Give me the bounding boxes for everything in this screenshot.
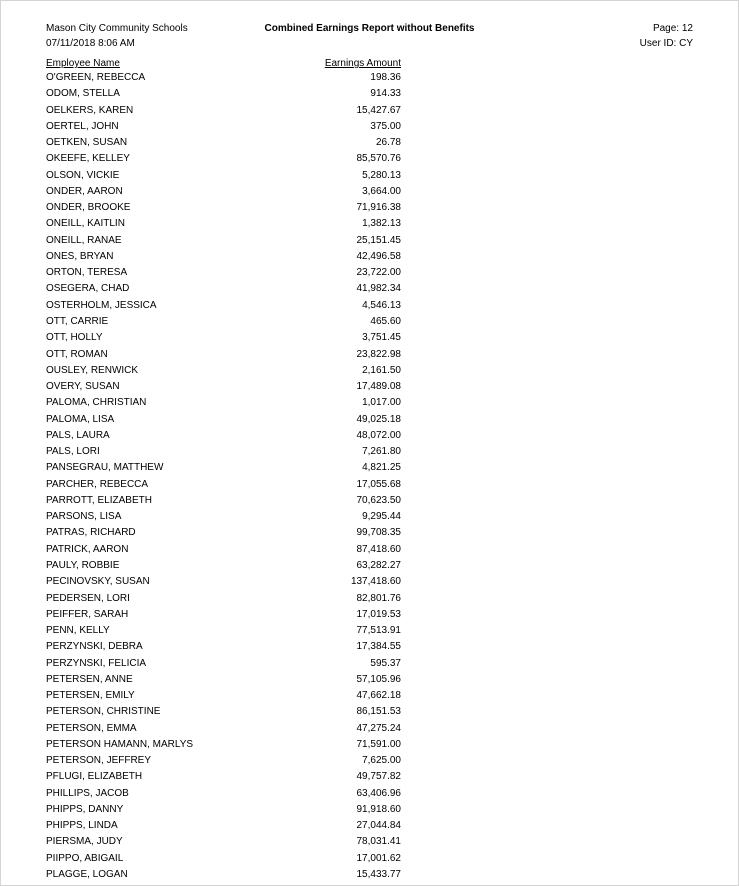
earnings-amount-cell: 9,295.44 xyxy=(362,511,401,523)
earnings-amount-cell: 137,418.60 xyxy=(350,576,401,588)
earnings-amount-cell: 70,623.50 xyxy=(356,494,401,506)
earnings-amount-cell: 78,031.41 xyxy=(356,836,401,848)
employee-name-cell: O'GREEN, REBECCA xyxy=(46,72,146,83)
employee-name-cell: PARCHER, REBECCA xyxy=(46,478,149,490)
table-row xyxy=(0,347,739,363)
employee-name-cell: PALS, LAURA xyxy=(46,429,110,441)
employee-name-cell: PALOMA, CHRISTIAN xyxy=(46,397,147,409)
employee-name-cell: PIERSMA, JUDY xyxy=(46,836,123,848)
earnings-amount-cell: 49,757.82 xyxy=(356,771,401,783)
table-row xyxy=(0,265,739,281)
table-row xyxy=(0,525,739,541)
table-row xyxy=(0,607,739,623)
employee-name-cell: OTT, CARRIE xyxy=(46,315,109,327)
table-row xyxy=(0,135,739,151)
earnings-amount-cell: 17,489.08 xyxy=(356,381,401,393)
user-id: User ID: CY xyxy=(639,38,693,49)
table-row xyxy=(0,298,739,314)
employee-name-cell: OELKERS, KAREN xyxy=(46,104,134,116)
earnings-amount-cell: 15,433.77 xyxy=(356,869,401,881)
table-row xyxy=(0,233,739,249)
earnings-amount-cell: 17,001.62 xyxy=(356,852,401,864)
earnings-amount-cell: 25,151.45 xyxy=(356,234,401,246)
employee-name-cell: PETERSON, EMMA xyxy=(46,722,137,734)
employee-name-cell: PLAGGE, LOGAN xyxy=(46,869,128,881)
employee-name-cell: PETERSEN, EMILY xyxy=(46,690,135,702)
earnings-amount-cell: 86,151.53 xyxy=(356,706,401,718)
table-row xyxy=(0,851,739,867)
employee-name-cell: PATRICK, AARON xyxy=(46,543,129,555)
report-title: Combined Earnings Report without Benefits xyxy=(264,23,475,34)
earnings-amount-cell: 17,055.68 xyxy=(356,478,401,490)
earnings-amount-cell: 7,625.00 xyxy=(362,755,401,767)
table-row xyxy=(0,412,739,428)
employee-name-cell: ONDER, BROOKE xyxy=(46,202,131,214)
employee-name-cell: OSTERHOLM, JESSICA xyxy=(46,299,157,311)
employee-name-cell: OTT, ROMAN xyxy=(46,348,108,360)
column-header-earnings-amount: Earnings Amount xyxy=(324,58,401,69)
earnings-amount-cell: 82,801.76 xyxy=(356,592,401,604)
employee-name-cell: PERZYNSKI, FELICIA xyxy=(46,657,147,669)
table-row xyxy=(0,314,739,330)
employee-name-cell: OSEGERA, CHAD xyxy=(46,283,130,295)
report-datetime: 07/11/2018 8:06 AM xyxy=(46,38,135,49)
earnings-amount-cell: 5,280.13 xyxy=(362,169,401,181)
table-row xyxy=(0,688,739,704)
earnings-amount-cell: 57,105.96 xyxy=(356,673,401,685)
page-number: Page: 12 xyxy=(652,23,693,34)
employee-name-cell: ODOM, STELLA xyxy=(46,88,120,100)
earnings-amount-cell: 4,546.13 xyxy=(362,299,401,311)
employee-name-cell: ORTON, TERESA xyxy=(46,267,128,279)
table-row xyxy=(0,656,739,672)
earnings-amount-cell: 17,384.55 xyxy=(356,641,401,653)
table-row xyxy=(0,200,739,216)
table-row xyxy=(0,184,739,200)
employee-name-cell: PERZYNSKI, DEBRA xyxy=(46,641,143,653)
employee-name-cell: OVERY, SUSAN xyxy=(46,381,120,393)
table-row xyxy=(0,574,739,590)
earnings-amount-cell: 27,044.84 xyxy=(356,820,401,832)
table-row xyxy=(0,721,739,737)
employee-name-cell: PETERSON, CHRISTINE xyxy=(46,706,161,718)
earnings-table-body xyxy=(0,70,739,883)
earnings-amount-cell: 42,496.58 xyxy=(356,250,401,262)
earnings-amount-cell: 1,382.13 xyxy=(362,218,401,230)
report-header-right xyxy=(640,22,693,52)
earnings-amount-cell: 375.00 xyxy=(370,120,401,132)
employee-name-cell: PALOMA, LISA xyxy=(46,413,115,425)
table-row xyxy=(0,591,739,607)
employee-name-cell: OKEEFE, KELLEY xyxy=(46,153,130,165)
earnings-amount-cell: 48,072.00 xyxy=(356,429,401,441)
employee-name-cell: PARSONS, LISA xyxy=(46,511,122,523)
table-row xyxy=(0,493,739,509)
employee-name-cell: PFLUGI, ELIZABETH xyxy=(46,771,143,783)
earnings-amount-cell: 47,275.24 xyxy=(356,722,401,734)
earnings-amount-cell: 85,570.76 xyxy=(356,153,401,165)
organization-name: Mason City Community Schools xyxy=(46,23,188,34)
employee-name-cell: PENN, KELLY xyxy=(46,625,110,637)
earnings-amount-cell: 23,722.00 xyxy=(356,267,401,279)
employee-name-cell: PECINOVSKY, SUSAN xyxy=(46,576,150,588)
employee-name-cell: PALS, LORI xyxy=(46,446,100,458)
table-row xyxy=(0,151,739,167)
table-row xyxy=(0,542,739,558)
table-row xyxy=(0,867,739,883)
earnings-amount-cell: 87,418.60 xyxy=(356,543,401,555)
employee-name-cell: PARROTT, ELIZABETH xyxy=(46,494,152,506)
table-row xyxy=(0,363,739,379)
table-row xyxy=(0,818,739,834)
employee-name-cell: OTT, HOLLY xyxy=(46,332,103,344)
earnings-amount-cell: 91,918.60 xyxy=(356,803,401,815)
table-row xyxy=(0,379,739,395)
table-row xyxy=(0,168,739,184)
table-row xyxy=(0,460,739,476)
earnings-amount-cell: 71,591.00 xyxy=(356,738,401,750)
employee-name-cell: ONEILL, RANAE xyxy=(46,234,122,246)
earnings-amount-cell: 465.60 xyxy=(370,315,401,327)
table-row xyxy=(0,444,739,460)
table-row xyxy=(0,672,739,688)
earnings-amount-cell: 7,261.80 xyxy=(362,446,401,458)
employee-name-cell: PETERSON HAMANN, MARLYS xyxy=(46,738,194,750)
table-row xyxy=(0,639,739,655)
table-row xyxy=(0,119,739,135)
table-row xyxy=(0,281,739,297)
employee-name-cell: PATRAS, RICHARD xyxy=(46,527,136,539)
table-row xyxy=(0,216,739,232)
earnings-amount-cell: 15,427.67 xyxy=(356,104,401,116)
table-row xyxy=(0,558,739,574)
earnings-amount-cell: 77,513.91 xyxy=(356,625,401,637)
employee-name-cell: ONDER, AARON xyxy=(46,185,123,197)
table-row xyxy=(0,249,739,265)
table-row xyxy=(0,623,739,639)
earnings-amount-cell: 41,982.34 xyxy=(356,283,401,295)
column-header-employee-name: Employee Name xyxy=(46,58,120,69)
earnings-amount-cell: 71,916.38 xyxy=(356,202,401,214)
table-row xyxy=(0,704,739,720)
employee-name-cell: ONES, BRYAN xyxy=(46,250,114,262)
earnings-amount-cell: 3,664.00 xyxy=(362,185,401,197)
earnings-amount-cell: 63,282.27 xyxy=(356,559,401,571)
table-row xyxy=(0,86,739,102)
earnings-amount-cell: 63,406.96 xyxy=(356,787,401,799)
earnings-amount-cell: 1,017.00 xyxy=(362,397,401,409)
earnings-amount-cell: 2,161.50 xyxy=(362,364,401,376)
earnings-amount-cell: 26.78 xyxy=(375,137,401,149)
table-row xyxy=(0,70,739,86)
earnings-amount-cell: 198.36 xyxy=(370,72,401,83)
earnings-amount-cell: 914.33 xyxy=(370,88,401,100)
table-row xyxy=(0,769,739,785)
earnings-amount-cell: 3,751.45 xyxy=(362,332,401,344)
employee-name-cell: PIIPPO, ABIGAIL xyxy=(46,852,124,864)
earnings-amount-cell: 49,025.18 xyxy=(356,413,401,425)
employee-name-cell: OERTEL, JOHN xyxy=(46,120,119,132)
earnings-amount-cell: 4,821.25 xyxy=(362,462,401,474)
earnings-amount-cell: 595.37 xyxy=(370,657,401,669)
column-headers xyxy=(0,58,739,70)
employee-name-cell: PEIFFER, SARAH xyxy=(46,608,129,620)
table-row xyxy=(0,834,739,850)
employee-name-cell: PANSEGRAU, MATTHEW xyxy=(46,462,164,474)
employee-name-cell: PHIPPS, DANNY xyxy=(46,803,124,815)
table-row xyxy=(0,802,739,818)
table-row xyxy=(0,395,739,411)
table-row xyxy=(0,786,739,802)
employee-name-cell: PETERSEN, ANNE xyxy=(46,673,133,685)
table-row xyxy=(0,509,739,525)
employee-name-cell: OUSLEY, RENWICK xyxy=(46,364,139,376)
earnings-amount-cell: 17,019.53 xyxy=(356,608,401,620)
employee-name-cell: PETERSON, JEFFREY xyxy=(46,755,152,767)
earnings-amount-cell: 23,822.98 xyxy=(356,348,401,360)
employee-name-cell: PHILLIPS, JACOB xyxy=(46,787,129,799)
employee-name-cell: ONEILL, KAITLIN xyxy=(46,218,125,230)
table-row xyxy=(0,477,739,493)
employee-name-cell: PAULY, ROBBIE xyxy=(46,559,120,571)
employee-name-cell: PEDERSEN, LORI xyxy=(46,592,130,604)
earnings-amount-cell: 47,662.18 xyxy=(356,690,401,702)
employee-name-cell: OETKEN, SUSAN xyxy=(46,137,128,149)
table-row xyxy=(0,103,739,119)
table-row xyxy=(0,753,739,769)
table-row xyxy=(0,737,739,753)
employee-name-cell: PHIPPS, LINDA xyxy=(46,820,118,832)
table-row xyxy=(0,428,739,444)
table-row xyxy=(0,330,739,346)
earnings-amount-cell: 99,708.35 xyxy=(356,527,401,539)
employee-name-cell: OLSON, VICKIE xyxy=(46,169,120,181)
